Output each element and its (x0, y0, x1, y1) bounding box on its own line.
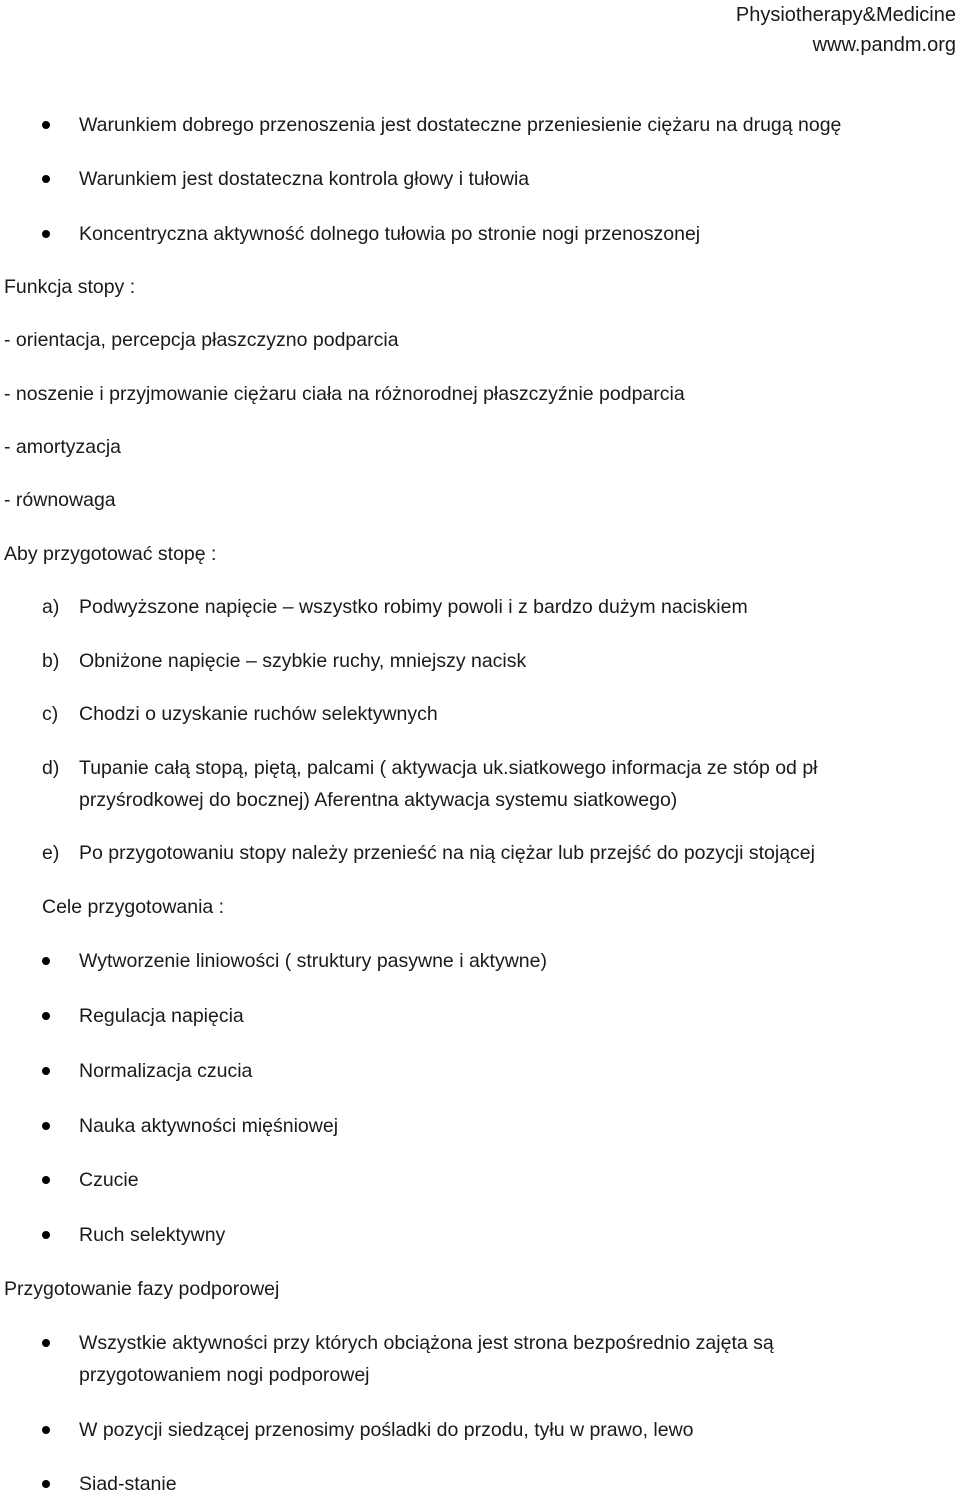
page-header (736, 0, 956, 60)
list-item: - równowaga (4, 489, 116, 511)
section-heading: Aby przygotować stopę : (4, 543, 217, 565)
list-marker: d) (42, 757, 60, 779)
list-item: Warunkiem jest dostateczna kontrola głowy i tułowia (79, 168, 530, 190)
list-item: Wytworzenie liniowości ( struktury pasywne i aktywne) (79, 950, 547, 972)
list-item: Regulacja napięcia (79, 1005, 244, 1027)
section-heading: Przygotowanie fazy podporowej (4, 1278, 280, 1300)
bullet-icon (42, 1122, 50, 1130)
list-item: Chodzi o uzyskanie ruchów selektywnych (79, 703, 438, 725)
list-item: Tupanie całą stopą, piętą, palcami ( aktywacja uk.siatkowego informacja ze stóp od pł (79, 757, 818, 779)
site-name: Physiotherapy&Medicine (735, 4, 956, 26)
list-item: Ruch selektywny (79, 1224, 226, 1246)
list-item: Normalizacja czucia (79, 1060, 253, 1082)
list-item: Warunkiem dobrego przenoszenia jest dostateczne przeniesienie ciężaru na drugą nogę (79, 114, 842, 136)
list-item-continuation: przyśrodkowej do bocznej) Aferentna aktywacja systemu siatkowego) (79, 789, 678, 811)
list-item: - orientacja, percepcja płaszczyzno podparcia (4, 329, 399, 351)
list-item: Podwyższone napięcie – wszystko robimy powoli i z bardzo dużym naciskiem (79, 596, 748, 618)
bullet-icon (42, 1067, 50, 1075)
list-item: Nauka aktywności mięśniowej (79, 1115, 339, 1137)
list-item: Obniżone napięcie – szybkie ruchy, mniejszy nacisk (79, 650, 527, 672)
bullet-icon (42, 1339, 50, 1347)
list-marker: a) (42, 596, 60, 618)
bullet-icon (42, 1480, 50, 1488)
list-marker: e) (42, 842, 60, 864)
bullet-icon (42, 1012, 50, 1020)
site-url: www.pandm.org (812, 34, 956, 56)
bullet-icon (42, 230, 50, 238)
bullet-icon (42, 957, 50, 965)
list-item: W pozycji siedzącej przenosimy pośladki do przodu, tyłu w prawo, lewo (79, 1419, 694, 1441)
bullet-icon (42, 1426, 50, 1434)
bullet-icon (42, 1231, 50, 1239)
list-item: Siad-stanie (79, 1473, 177, 1495)
bullet-icon (42, 175, 50, 183)
list-item: - amortyzacja (4, 436, 122, 458)
bullet-icon (42, 121, 50, 129)
list-item: Wszystkie aktywności przy których obciążona jest strona bezpośrednio zajęta są (79, 1332, 774, 1354)
list-item: Po przygotowaniu stopy należy przenieść na nią ciężar lub przejść do pozycji stojącej (79, 842, 815, 864)
list-marker: c) (42, 703, 59, 725)
section-heading: Cele przygotowania : (42, 896, 225, 918)
list-item: Czucie (79, 1169, 139, 1191)
list-marker: b) (42, 650, 60, 672)
section-heading: Funkcja stopy : (4, 276, 136, 298)
list-item-continuation: przygotowaniem nogi podporowej (79, 1364, 370, 1386)
list-item: - noszenie i przyjmowanie ciężaru ciała na różnorodnej płaszczyźnie podparcia (4, 383, 685, 405)
bullet-icon (42, 1176, 50, 1184)
list-item: Koncentryczna aktywność dolnego tułowia po stronie nogi przenoszonej (79, 223, 701, 245)
